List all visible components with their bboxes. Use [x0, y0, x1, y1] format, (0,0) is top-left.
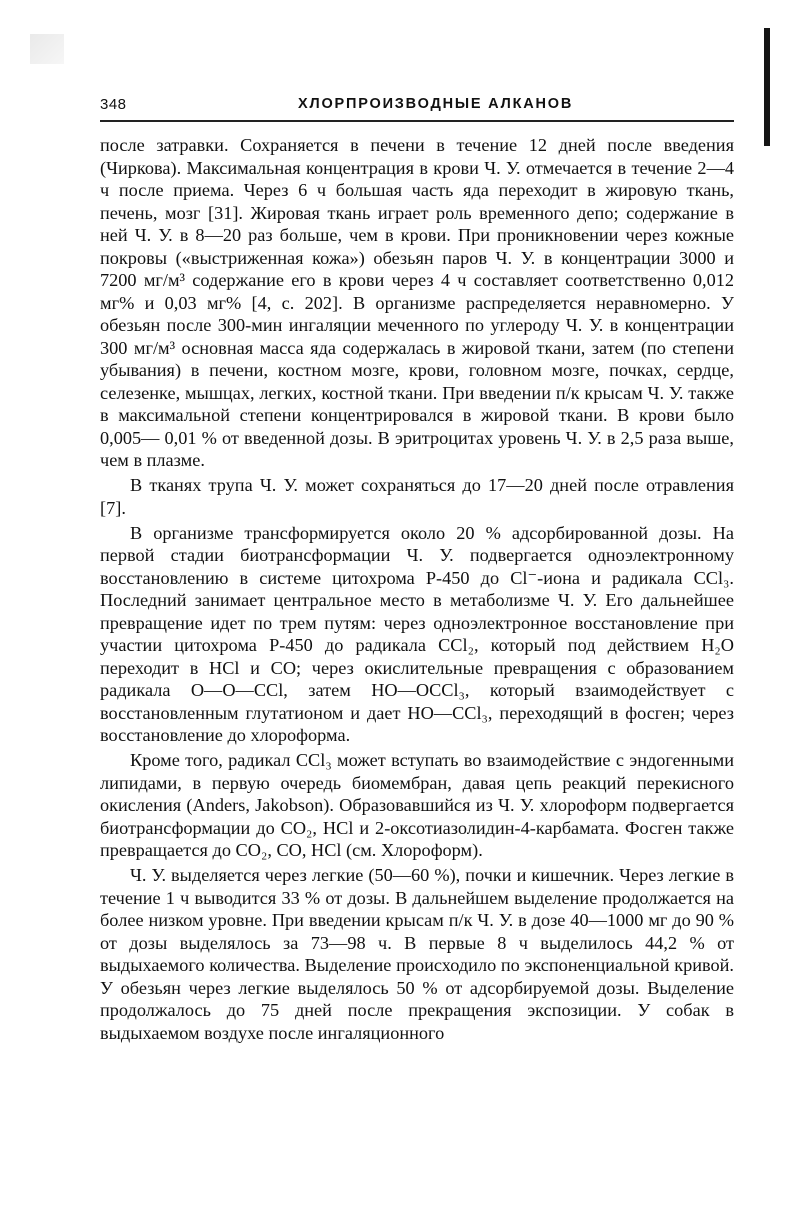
page-number: 348 [100, 96, 127, 113]
page-header [100, 96, 734, 118]
paragraph: Ч. У. выделяется через легкие (50—60 %), почки и кишечник. Через легкие в течение 1 ч выводится 33 % от дозы. В дальнейшем выделение продолжается на более низком уровне. При введении крысам п/к Ч. У. в дозе 40—1000 мг до 90 % от дозы выделялось за 73—98 ч. В первые 8 ч выделилось 44,2 % от выдыхаемого количества. Выделение происходило по экспоненциальной кривой. У обезьян через легкие выделялось 50 % от адсорбируемой дозы. Выделение продолжалось до 75 дней после прекращения экспозиции. У собак в выдыхаемом воздухе после ингаляционного [100, 865, 734, 1043]
header-rule [100, 120, 734, 122]
scan-smudge [30, 34, 64, 64]
paragraph: В тканях трупа Ч. У. может сохраняться до 17—20 дней после отравления [7]. [100, 475, 734, 518]
paragraph: В организме трансформируется около 20 % адсорбированной дозы. На первой стадии биотрансформации Ч. У. подвергается одноэлектронному восстановлению в системе цитохрома Р-450 до Cl⁻-иона и радикала CCl₃. Последний занимает центральное место в метаболизме Ч. У. Его дальнейшее превращение идет по трем путям: через одноэлектронное восстановление при участии цитохрома Р-450 до радикала CCl₂, который под действием H₂O переходит в HCl и CO; через окислительные превращения с образованием радикала О—О—CCl, затем HO—OCCl₃, который взаимодействует с восстановленным глутатионом и дает HO—CCl₃, переходящий в фосген; через восстановление до хлороформа. [100, 522, 734, 745]
paragraph: после затравки. Сохраняется в печени в течение 12 дней после введения (Чиркова). Максимальная концентрация в крови Ч. У. отмечается в течение 2—4 ч после приема. Через 6 ч большая часть яда переходит в жировую ткань, печень, мозг [31]. Жировая ткань играет роль временного депо; содержание в ней Ч. У. в 8—20 раз больше, чем в крови. При проникновении через кожные покровы («выстриженная кожа») обезьян паров Ч. У. в концентрации 3000 и 7200 мг/м³ содержание его в крови через 4 ч составляет соответственно 0,012 мг% и 0,03 мг% [4, с. 202]. В организме распределяется неравномерно. У обезьян после 300-мин ингаляции меченного по углероду Ч. У. в концентрации 300 мг/м³ основная масса яда содержалась в жировой ткани, затем (по степени убывания) в печени, костном мозге, крови, головном мозге, почках, сердце, селезенке, мышцах, легких, костной ткани. При введении п/к крысам Ч. У. также в максимальной степени концентрировался в жировой ткани. В крови было 0,005— 0,01 % от введенной дозы. В эритроцитах уровень Ч. У. в 2,5 раза выше, чем в плазме. [100, 135, 734, 470]
page-edge-bar [764, 28, 770, 146]
running-title: ХЛОРПРОИЗВОДНЫЕ АЛКАНОВ [298, 96, 574, 112]
paragraph: Кроме того, радикал CCl₃ может вступать во взаимодействие с эндогенными липидами, в первую очередь биомембран, давая цепь реакций перекисного окисления (Anders, Jakobson). Образовавшийся из Ч. У. хлороформ подвергается биотрансформации до CO₂, HCl и 2-оксотиазолидин-4-карбамата. Фосген также превращается до CO₂, CO, HCl (см. Хлороформ). [100, 750, 734, 860]
body-text [100, 134, 734, 1044]
